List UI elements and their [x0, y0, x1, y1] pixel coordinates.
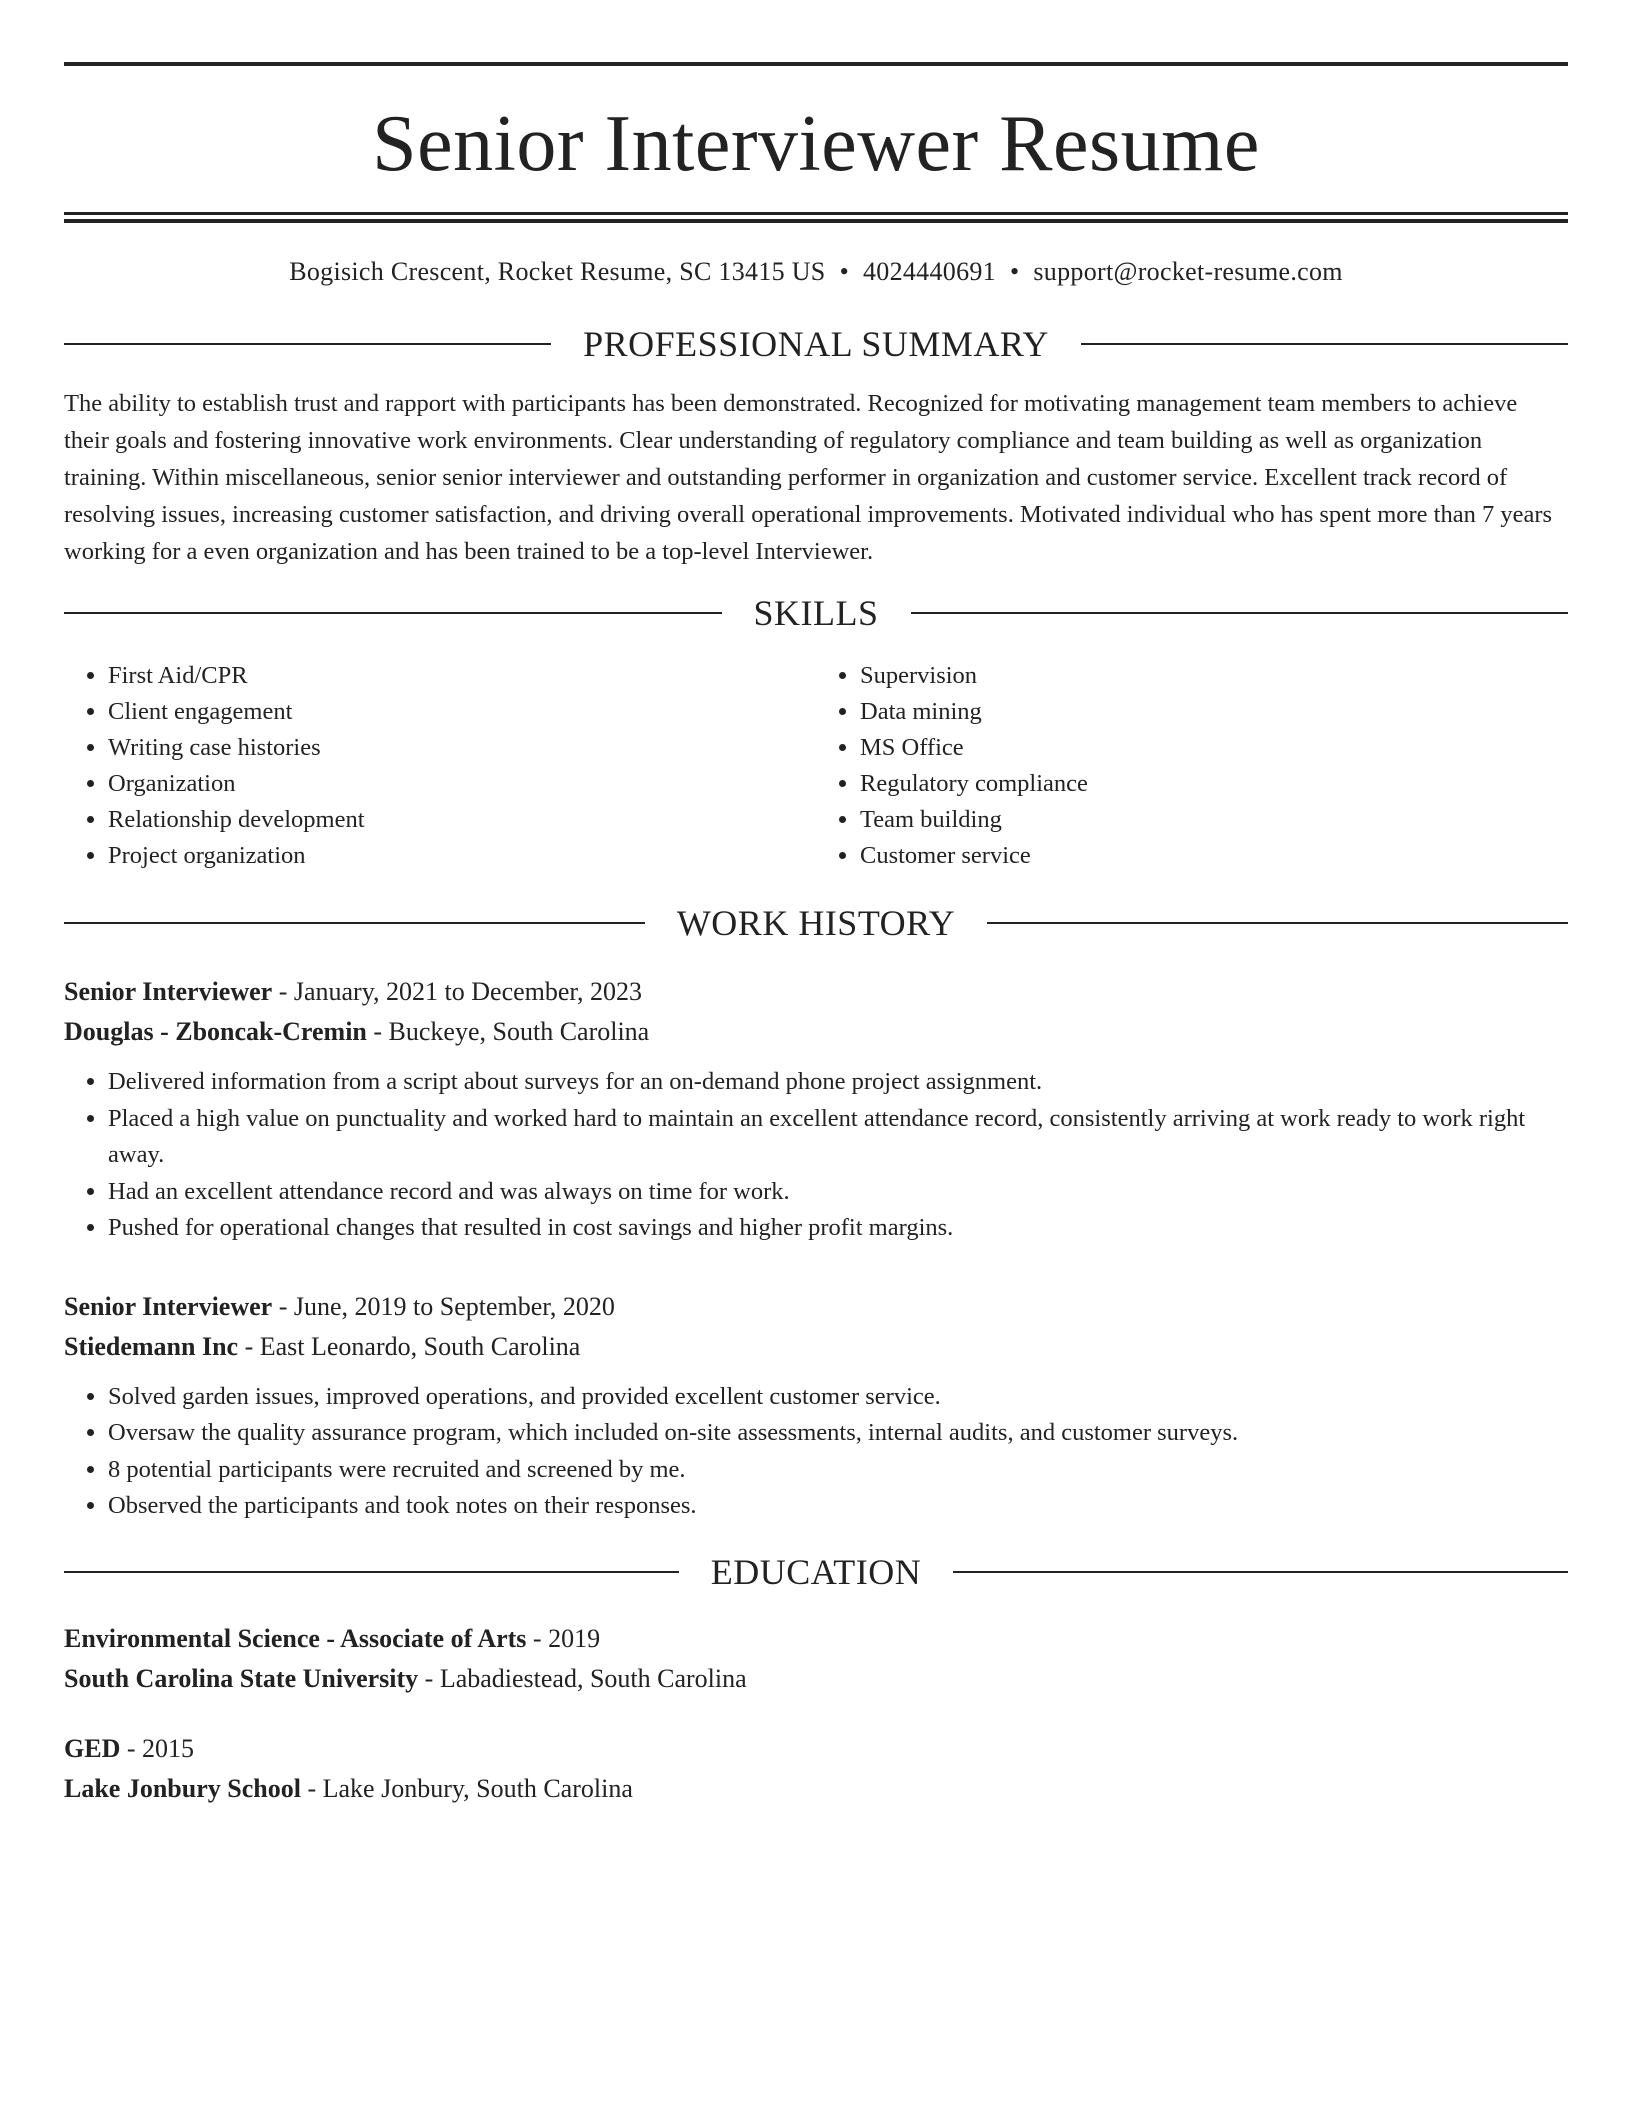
education-school: Lake Jonbury School [64, 1773, 301, 1803]
section-rule-left [64, 343, 551, 345]
job-title-line [64, 1287, 1568, 1327]
skill-item: • Project organization [108, 838, 816, 874]
education-degree: Environmental Science - Associate of Arts [64, 1623, 527, 1653]
job-company-line [64, 1012, 1568, 1052]
contact-separator: • [1009, 257, 1020, 286]
job-bullet: • Placed a high value on punctuality and worked hard to maintain an excellent attendance record, consistently arriving at work ready to work right away. [108, 1101, 1568, 1174]
job-bullet: • Had an excellent attendance record and was always on time for work. [108, 1174, 1568, 1211]
section-rule-left [64, 1571, 679, 1573]
work-section-header [64, 902, 1568, 944]
contact-address: Bogisich Crescent, Rocket Resume, SC 13415 US [289, 257, 826, 286]
education-location: - Lake Jonbury, South Carolina [300, 1773, 633, 1803]
job-location: - Buckeye, South Carolina [366, 1017, 650, 1046]
job-entry [64, 1287, 1568, 1525]
section-rule-right [987, 922, 1568, 924]
section-rule-right [911, 612, 1569, 614]
skill-item: • MS Office [860, 730, 1568, 766]
skills-list-right [816, 658, 1568, 874]
skill-item: • Supervision [860, 658, 1568, 694]
summary-section-header [64, 323, 1568, 365]
skill-item: • Relationship development [108, 802, 816, 838]
job-company: Douglas - Zboncak-Cremin [64, 1017, 367, 1046]
job-bullets [64, 1064, 1568, 1247]
education-entry [64, 1729, 1568, 1809]
skills-list-left [64, 658, 816, 874]
education-location: - Labadiestead, South Carolina [418, 1663, 747, 1693]
job-entry [64, 972, 1568, 1247]
skill-item: • Data mining [860, 694, 1568, 730]
top-rule [64, 62, 1568, 66]
section-rule-left [64, 612, 722, 614]
education-degree-line [64, 1619, 1568, 1659]
skills-columns [64, 658, 1568, 874]
job-bullet: • Solved garden issues, improved operations, and provided excellent customer service. [108, 1379, 1568, 1416]
skill-item: • Team building [860, 802, 1568, 838]
job-title: Senior Interviewer [64, 977, 273, 1006]
skill-item: • Organization [108, 766, 816, 802]
job-bullets [64, 1379, 1568, 1525]
job-title-line [64, 972, 1568, 1012]
skill-item: • First Aid/CPR [108, 658, 816, 694]
skill-item: • Client engagement [108, 694, 816, 730]
job-title: Senior Interviewer [64, 1291, 273, 1321]
job-company: Stiedemann Inc [64, 1331, 239, 1361]
contact-separator: • [839, 257, 849, 286]
contact-line [64, 257, 1568, 287]
education-degree-line [64, 1729, 1568, 1769]
education-year: - 2019 [526, 1623, 601, 1653]
skill-item: • Customer service [860, 838, 1568, 874]
education-school: South Carolina State University [64, 1663, 419, 1693]
education-year: - 2015 [120, 1733, 195, 1763]
summary-text: The ability to establish trust and rapport with participants has been demonstrated. Recognized for motivating management team members to achieve their goals and fostering innovative work environments. Clear understanding of regulatory compliance and team building as well as organization training. Within miscellaneous, senior senior interviewer and outstanding performer in organization and customer service. Excellent track record of resolving issues, increasing customer satisfaction, and driving overall operational improvements. Motivated individual who has spent more than 7 years working for a even organization and has been trained to be a top-level Interviewer. [64, 390, 1553, 565]
job-bullet: • 8 potential participants were recruited and screened by me. [108, 1452, 1568, 1489]
summary-heading: PROFESSIONAL SUMMARY [583, 324, 1049, 364]
skills-heading: SKILLS [753, 593, 879, 633]
job-dates: - January, 2021 to December, 2023 [272, 977, 643, 1006]
education-school-line [64, 1659, 1568, 1699]
job-bullet: • Observed the participants and took notes on their responses. [108, 1488, 1568, 1525]
contact-phone: 4024440691 [862, 257, 996, 286]
education-degree: GED [64, 1733, 121, 1763]
section-rule-left [64, 922, 645, 924]
skills-section-header [64, 592, 1568, 634]
job-dates: - June, 2019 to September, 2020 [272, 1291, 615, 1321]
job-bullet: • Pushed for operational changes that resulted in cost savings and higher profit margins. [108, 1210, 1568, 1247]
skill-item: • Regulatory compliance [860, 766, 1568, 802]
skill-item: • Writing case histories [108, 730, 816, 766]
section-rule-right [1081, 343, 1568, 345]
job-location: - East Leonardo, South Carolina [238, 1331, 581, 1361]
job-company-line [64, 1327, 1568, 1367]
title-double-rule [64, 212, 1568, 223]
job-bullet: • Oversaw the quality assurance program, which included on-site assessments, internal audits, and customer surveys. [108, 1415, 1568, 1452]
education-section-header [64, 1551, 1568, 1593]
education-entry [64, 1619, 1568, 1699]
education-school-line [64, 1769, 1568, 1809]
section-rule-right [953, 1571, 1568, 1573]
job-bullet: • Delivered information from a script about surveys for an on-demand phone project assignment. [108, 1064, 1568, 1101]
contact-email: support@rocket-resume.com [1033, 257, 1343, 286]
education-heading: EDUCATION [710, 1551, 922, 1592]
work-heading: WORK HISTORY [676, 903, 956, 943]
resume-title: Senior Interviewer Resume [372, 100, 1260, 188]
